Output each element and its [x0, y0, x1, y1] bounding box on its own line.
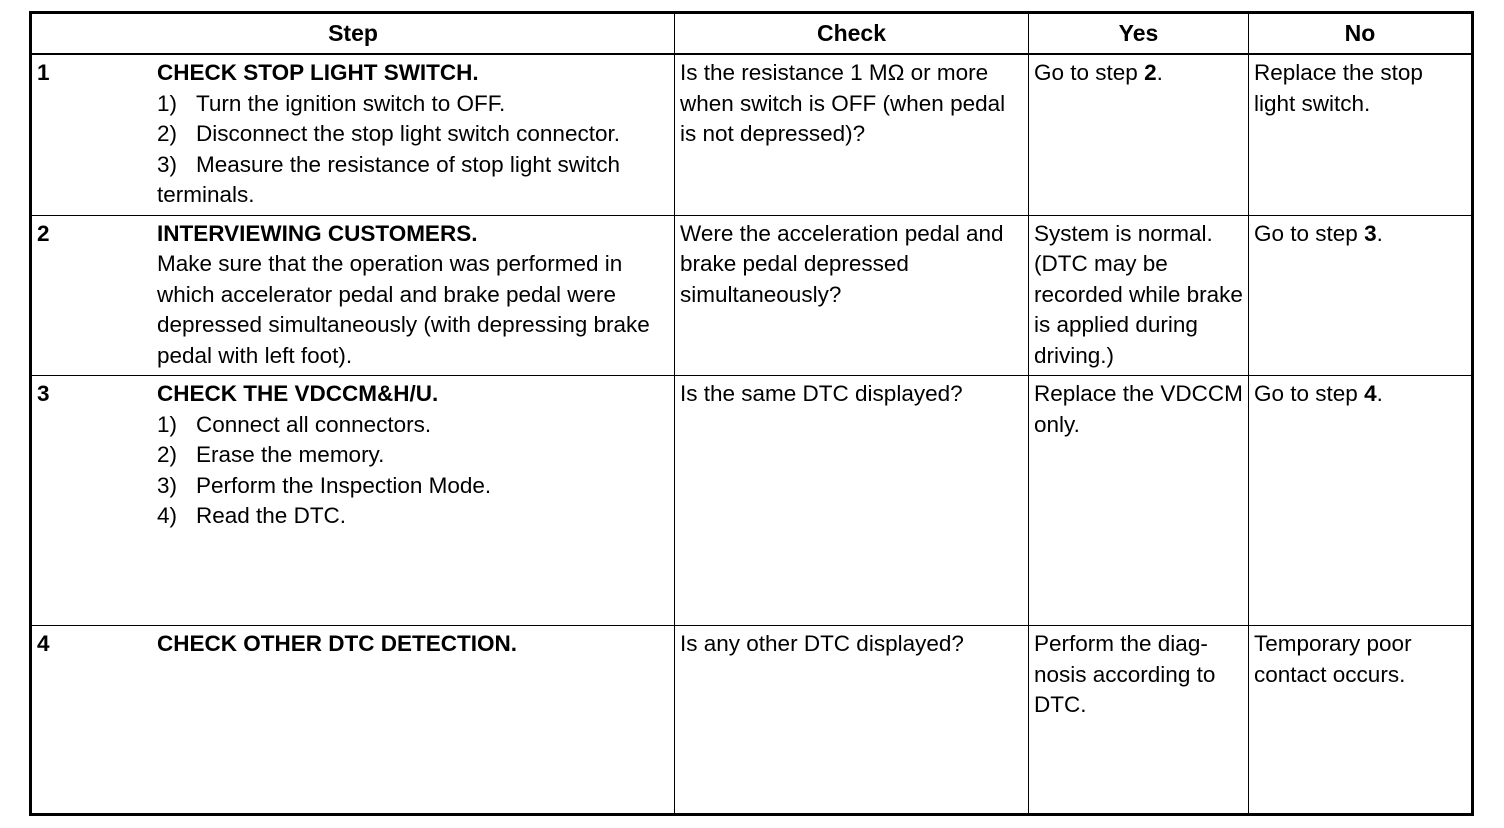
yes-step-ref: 2 [1144, 60, 1157, 85]
table-row [31, 626, 1473, 815]
check-text: Were the acceleration pedal and brake pedal depressed simultaneously? [680, 220, 1004, 307]
step-body: Make sure that the operation was performed in which accelerator pedal and brake pedal were depressed simultaneously (with depressing brake pedal with left foot). [157, 251, 650, 368]
table-row [31, 376, 1473, 626]
header-no: No [1249, 13, 1473, 55]
substep-text: Erase the memory. [196, 442, 385, 467]
step-title: INTERVIEWING CUSTOMERS. [157, 220, 478, 246]
substep-text: Disconnect the stop light switch connector. [196, 121, 620, 146]
substep [157, 150, 670, 211]
substep [157, 471, 670, 502]
header-step: Step [31, 13, 675, 55]
no-cell [1249, 376, 1473, 626]
step-cell [31, 626, 675, 815]
step-number: 4 [37, 631, 50, 656]
no-text [1249, 376, 1471, 414]
check-cell [675, 215, 1029, 376]
step-cell [31, 54, 675, 215]
yes-text [1029, 55, 1248, 93]
substep-number: 1) [157, 90, 178, 116]
yes-cell [1029, 626, 1249, 815]
yes-cell [1029, 54, 1249, 215]
substep-text: Perform the Inspection Mode. [196, 472, 492, 498]
yes-text: Replace the VDCCM only. [1034, 381, 1243, 437]
no-text: Replace the stop light switch. [1254, 60, 1423, 116]
substep [157, 501, 670, 532]
substep-text: Measure the resistance of stop light switch terminals. [157, 151, 620, 207]
yes-suffix: . [1156, 60, 1163, 85]
no-label: Go to step [1254, 220, 1365, 246]
step-title: CHECK OTHER DTC DETECTION. [157, 631, 517, 656]
yes-cell [1029, 376, 1249, 626]
header-yes: Yes [1029, 13, 1249, 55]
no-cell [1249, 626, 1473, 815]
yes-label: Go to step [1034, 60, 1145, 85]
check-text: Is any other DTC displayed? [680, 631, 964, 656]
no-step-ref: 4 [1364, 381, 1377, 406]
yes-text: System is normal. (DTC may be recorded while brake is applied during driving.) [1034, 220, 1243, 368]
check-text: Is the resistance 1 MΩ or more when switch is OFF (when pedal is not depressed)? [680, 60, 1006, 146]
substep [157, 440, 670, 471]
check-cell [675, 626, 1029, 815]
no-suffix: . [1376, 220, 1383, 246]
check-cell [675, 54, 1029, 215]
substep-number: 3) [157, 472, 178, 498]
substep-number: 2) [157, 442, 178, 467]
substep-number: 1) [157, 411, 178, 437]
step-number: 1 [37, 60, 50, 85]
yes-cell [1029, 215, 1249, 376]
table-row [31, 54, 1473, 215]
no-suffix: . [1376, 381, 1383, 406]
no-text: Temporary poor contact occurs. [1254, 631, 1412, 687]
step-cell [31, 215, 675, 376]
check-cell [675, 376, 1029, 626]
substep [157, 89, 670, 120]
check-text: Is the same DTC displayed? [680, 381, 963, 406]
step-number: 2 [37, 220, 50, 246]
substep [157, 410, 670, 441]
step-cell [31, 376, 675, 626]
substep [157, 119, 670, 150]
no-cell [1249, 215, 1473, 376]
substep-number: 4) [157, 503, 178, 528]
no-label: Go to step [1254, 381, 1365, 406]
header-row [31, 13, 1473, 55]
step-number: 3 [37, 381, 50, 406]
substep-text: Read the DTC. [196, 503, 347, 528]
step-title: CHECK THE VDCCM&H/U. [157, 381, 439, 406]
substep-text: Connect all connectors. [196, 411, 432, 437]
no-text [1249, 216, 1471, 254]
substep-text: Turn the ignition switch to OFF. [196, 90, 506, 116]
yes-text: Perform the diag-nosis according to DTC. [1034, 631, 1216, 717]
substep-number: 3) [157, 151, 178, 177]
table-row [31, 215, 1473, 376]
no-step-ref: 3 [1364, 220, 1377, 246]
diagnostic-table [29, 11, 1474, 816]
no-cell [1249, 54, 1473, 215]
substep-number: 2) [157, 121, 178, 146]
step-title: CHECK STOP LIGHT SWITCH. [157, 60, 479, 85]
header-check: Check [675, 13, 1029, 55]
